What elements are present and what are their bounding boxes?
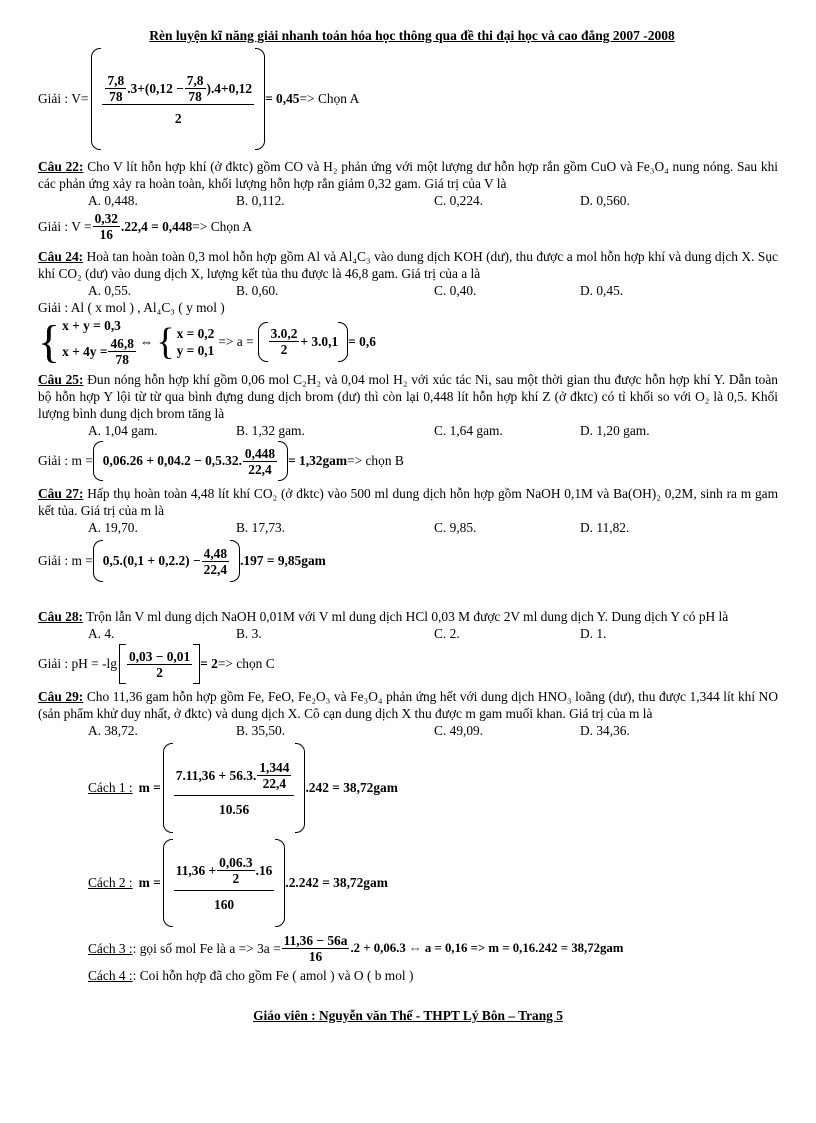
method-label: Cách 3 : <box>88 940 133 956</box>
option-b: B. 0,112. <box>236 193 285 208</box>
fraction-denominator: 2 <box>156 664 163 680</box>
question-text: Hoà tan hoàn toàn 0,3 mol hỗn hợp gồm Al và Al₄C₃ vào dung dịch KOH (dư), thu được a mol hỗn hợp khí và dung dịch X. Sục khí CO₂ (dư) vào dung dịch X, lượng kết tủa thu được là 46,8 gam. Giá trị của a là <box>38 249 778 281</box>
question-label: Câu 27: <box>38 486 84 501</box>
fraction-numerator: 3.0,2 <box>270 326 298 341</box>
page-header: Rèn luyện kĩ năng giải nhanh toán hóa học thông qua đề thi đại học và cao đẳng 2007 -2008 <box>149 28 675 43</box>
bracket-expression <box>119 644 200 684</box>
option-d: D. 1,20 gam. <box>580 423 650 438</box>
option-a: A. 0,448. <box>88 193 138 208</box>
fraction-denominator: 16 <box>308 949 323 964</box>
solution-choice: => chọn C <box>217 656 275 671</box>
method-m: m = <box>138 780 161 795</box>
expression-text: .3+(0,12 − <box>127 80 184 96</box>
document-page <box>38 28 778 1024</box>
question-text: Hấp thụ hoàn toàn 4,48 lít khí CO₂ (ở đktc) vào 500 ml dung dịch hỗn hợp gồm NaOH 0,1M và Ba(OH)₂ 0,2M, sinh ra m gam kết tủa. Giá trị của m là <box>38 486 779 518</box>
option-a: A. 38,72. <box>88 723 138 738</box>
fraction-denominator: 2 <box>174 110 182 126</box>
fraction-denominator: 22,4 <box>262 775 287 791</box>
option-b: B. 1,32 gam. <box>236 423 305 438</box>
solution-25 <box>38 441 778 481</box>
option-d: D. 1. <box>580 626 607 641</box>
iff-symbol: ⇔ <box>139 333 154 349</box>
solution-choice: => chọn B <box>347 453 404 468</box>
question-24 <box>38 248 778 282</box>
fraction-denominator: 2 <box>280 342 288 357</box>
expression-text: .16 <box>255 862 273 878</box>
expression-text: 11,36 + <box>175 862 217 878</box>
fraction-numerator: 0,32 <box>94 211 118 226</box>
fraction-denominator: 160 <box>214 896 235 912</box>
solution-prefix: Giải : m = <box>38 553 93 568</box>
equation-2: x + 4y = <box>62 343 108 359</box>
expression-text: 0,5.(0,1 + 0,2.2) − <box>102 553 201 568</box>
left-brace: { <box>156 320 175 363</box>
fraction-denominator: 22,4 <box>203 561 228 577</box>
question-label: Câu 28: <box>38 609 84 624</box>
option-c: C. 49,09. <box>434 723 484 738</box>
method-text: : gọi số mol Fe là a => 3a = <box>132 940 281 956</box>
fraction-numerator: 11,36 − 56a <box>283 933 348 948</box>
option-c: C. 1,64 gam. <box>434 423 503 438</box>
option-c: C. 9,85. <box>434 520 477 535</box>
left-brace: { <box>38 315 61 367</box>
options-24 <box>38 282 778 299</box>
option-c: C. 2. <box>434 626 460 641</box>
method-result: .242 = 38,72gam <box>305 780 398 795</box>
method-4 <box>38 968 778 984</box>
method-label: Cách 2 : <box>88 875 133 890</box>
method-result: .2 + 0,06.3 ⇔ a = 0,16 => m = 0,16.242 = 38,72gam <box>350 941 624 955</box>
solution-prefix: Giải : V= <box>38 91 89 106</box>
method-result: .2.242 = 38,72gam <box>285 875 388 890</box>
big-paren-expression <box>163 743 306 833</box>
solution-27 <box>38 540 778 582</box>
question-label: Câu 29: <box>38 689 84 704</box>
option-a: A. 4. <box>88 626 115 641</box>
options-27 <box>38 519 778 536</box>
method-m: m = <box>138 875 161 890</box>
fraction-numerator: 0,06.3 <box>219 854 253 870</box>
result-y: y = 0,1 <box>176 342 215 358</box>
options-22 <box>38 192 778 209</box>
result-x: x = 0,2 <box>176 325 215 341</box>
option-b: B. 17,73. <box>236 520 286 535</box>
fraction-denominator: 22,4 <box>248 461 272 477</box>
options-28 <box>38 625 778 642</box>
option-d: D. 11,82. <box>580 520 630 535</box>
option-d: D. 0,560. <box>580 193 630 208</box>
method-text: : Coi hỗn hợp đã cho gồm Fe ( amol ) và O ( b mol ) <box>132 968 414 983</box>
solution-result: = 1,32gam <box>288 453 348 468</box>
option-b: B. 35,50. <box>236 723 286 738</box>
solution-22 <box>38 211 778 242</box>
fraction-denominator: 78 <box>115 352 129 367</box>
question-label: Câu 24: <box>38 249 84 264</box>
fraction-numerator: 4,48 <box>203 545 228 561</box>
option-a: A. 0,55. <box>88 283 132 298</box>
option-c: C. 0,224. <box>434 193 484 208</box>
solution-result: .197 = 9,85gam <box>240 553 326 568</box>
solution-prefix: Giải : pH = -lg <box>38 656 117 671</box>
paren-expression <box>93 540 240 582</box>
top-solution <box>38 48 778 150</box>
method-2 <box>38 839 778 927</box>
solution-24-line: Giải : Al ( x mol ) , Al₄C₃ ( y mol ) <box>38 300 225 315</box>
option-b: B. 0,60. <box>236 283 279 298</box>
solution-result: = 2 <box>200 656 218 671</box>
option-c: C. 0,40. <box>434 283 477 298</box>
solution-result: .22,4 = 0,448 <box>121 218 193 234</box>
solution-prefix: Giải : V = <box>38 218 92 234</box>
option-a: A. 1,04 gam. <box>88 423 158 438</box>
question-label: Câu 22: <box>38 159 84 174</box>
question-text: Cho 11,36 gam hỗn hợp gồm Fe, FeO, Fe₂O₃ và Fe₃O₄ phản ứng hết với dung dịch HNO₃ loãng (dư), thu được 1,344 lít khí NO (sản phẩm khử duy nhất, ở đktc) và dung dịch X. Cô cạn dung dịch X thu được m gam muối khan. Giá trị của m là <box>38 689 779 721</box>
question-25 <box>38 371 778 422</box>
expression-text: + 3.0,1 <box>300 333 339 349</box>
options-29 <box>38 722 778 739</box>
big-paren-expression <box>91 48 265 150</box>
question-29 <box>38 688 778 722</box>
method-label: Cách 4 : <box>88 968 133 983</box>
question-label: Câu 25: <box>38 372 84 387</box>
page-footer: Giáo viên : Nguyễn văn Thế - THPT Lý Bôn – Trang 5 <box>253 1008 563 1023</box>
option-a: A. 19,70. <box>88 520 138 535</box>
solution-result: = 0,6 <box>348 333 376 349</box>
solution-24-system <box>38 316 778 367</box>
fraction-numerator: 46,8 <box>110 336 134 351</box>
options-25 <box>38 422 778 439</box>
solution-28 <box>38 644 778 684</box>
method-3 <box>38 933 778 964</box>
question-28 <box>38 608 778 625</box>
option-d: D. 34,36. <box>580 723 630 738</box>
equation-1: x + y = 0,3 <box>62 318 121 333</box>
solution-prefix: Giải : m = <box>38 453 93 468</box>
question-22 <box>38 158 778 192</box>
paren-expression <box>258 322 349 362</box>
solution-result: = 0,45 <box>265 91 300 106</box>
question-text: Cho V lít hỗn hợp khí (ở đktc) gồm CO và H₂ phản ứng với một lượng dư hỗn hợp rắn gồm CuO và Fe₃O₄ nung nóng. Sau khi các phản ứng xảy ra hoàn toàn, khối lượng hỗn hợp rắn giảm 0,32 gam. Giá trị của V là <box>38 159 778 191</box>
question-text: Đun nóng hỗn hợp khí gồm 0,06 mol C₂H₂ và 0,04 mol H₂ với xúc tác Ni, sau một thời gian thu được hỗn hợp khí Y. Dẫn toàn bộ hỗn hợp Y lội từ từ qua bình đựng dung dịch brom (dư) thì còn lại 0,448 lít hỗn hợp khí Z (ở đktc) có tỉ khối so với O₂ là 0,5. Khối lượng bình dung dịch brom tăng là <box>38 372 778 421</box>
fraction-numerator: 0,448 <box>244 445 276 461</box>
question-text: Trộn lẫn V ml dung dịch NaOH 0,01M với V ml dung dịch HCl 0,03 M được 2V ml dung dịch Y. Dung dịch Y có pH là <box>83 609 729 624</box>
big-paren-expression <box>163 839 286 927</box>
solution-choice: => Chọn A <box>299 91 360 106</box>
fraction-denominator: 10.56 <box>219 801 250 817</box>
solution-choice: => Chọn A <box>192 218 252 234</box>
option-d: D. 0,45. <box>580 283 624 298</box>
fraction-numerator: 7,8 <box>186 72 204 88</box>
fraction-denominator: 78 <box>109 88 123 104</box>
expression-text: 0,06.26 + 0,04.2 − 0,5.32. <box>102 453 242 468</box>
question-27 <box>38 485 778 519</box>
fraction-numerator: 1,344 <box>259 759 290 775</box>
fraction-numerator: 7,8 <box>107 72 125 88</box>
fraction-denominator: 16 <box>99 227 113 242</box>
expression-text: 7.11,36 + 56.3. <box>175 767 257 783</box>
fraction-numerator: 0,03 − 0,01 <box>128 648 191 664</box>
method-label: Cách 1 : <box>88 780 133 795</box>
fraction-denominator: 2 <box>232 870 240 886</box>
then-text: => a = <box>218 333 254 349</box>
method-1 <box>38 743 778 833</box>
expression-text: ).4+0,12 <box>206 80 253 96</box>
option-b: B. 3. <box>236 626 262 641</box>
paren-expression <box>93 441 288 481</box>
fraction-denominator: 78 <box>188 88 202 104</box>
